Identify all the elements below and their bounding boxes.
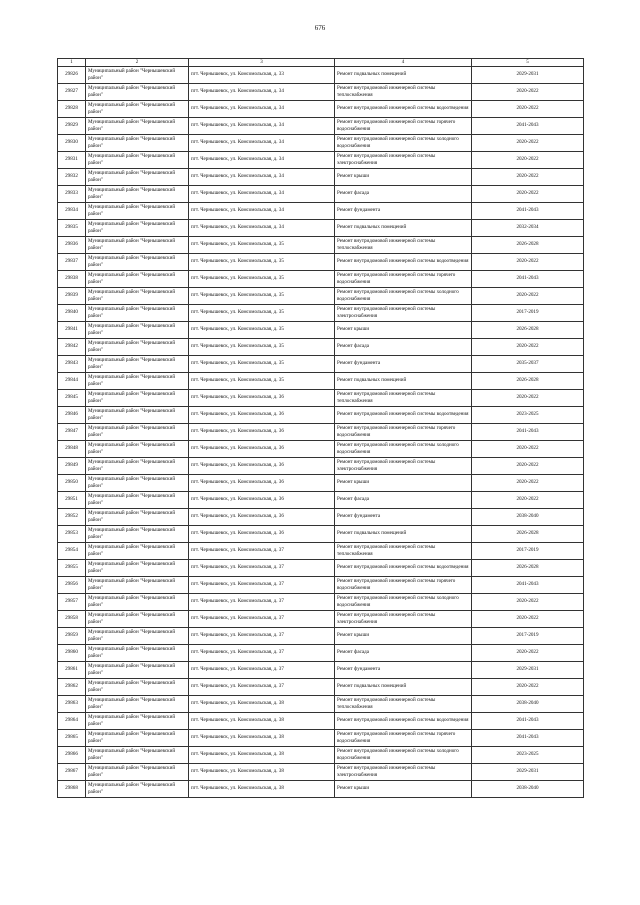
address-cell: пгт. Чернышевск, ул. Комсомольская, д. 35	[189, 305, 335, 322]
period-cell: 2020-2022	[472, 84, 584, 101]
period-cell: 2041-2043	[472, 577, 584, 594]
district-cell: Муниципальный район "Чернышевский район"	[86, 118, 189, 135]
period-cell: 2017-2019	[472, 543, 584, 560]
district-cell: Муниципальный район "Чернышевский район"	[86, 152, 189, 169]
column-header-district: 2	[86, 59, 189, 67]
work-type-cell: Ремонт внутридомовой инженерной системы электроснабжения	[335, 152, 472, 169]
table-row	[58, 475, 584, 492]
district-cell: Муниципальный район "Чернышевский район"	[86, 577, 189, 594]
table-row	[58, 730, 584, 747]
table-row	[58, 339, 584, 356]
row-number-cell: 29834	[58, 203, 86, 220]
district-cell: Муниципальный район "Чернышевский район"	[86, 356, 189, 373]
address-cell: пгт. Чернышевск, ул. Комсомольская, д. 34	[189, 101, 335, 118]
district-cell: Муниципальный район "Чернышевский район"	[86, 441, 189, 458]
period-cell: 2038-2040	[472, 696, 584, 713]
work-type-cell: Ремонт внутридомовой инженерной системы электроснабжения	[335, 458, 472, 475]
address-cell: пгт. Чернышевск, ул. Комсомольская, д. 36	[189, 424, 335, 441]
row-number-cell: 29854	[58, 543, 86, 560]
period-cell: 2020-2022	[472, 169, 584, 186]
period-cell: 2041-2043	[472, 203, 584, 220]
period-cell: 2020-2022	[472, 611, 584, 628]
period-cell: 2020-2022	[472, 339, 584, 356]
table-row	[58, 526, 584, 543]
address-cell: пгт. Чернышевск, ул. Комсомольская, д. 36	[189, 458, 335, 475]
column-header-period: 5	[472, 59, 584, 67]
address-cell: пгт. Чернышевск, ул. Комсомольская, д. 35	[189, 356, 335, 373]
district-cell: Муниципальный район "Чернышевский район"	[86, 237, 189, 254]
row-number-cell: 29833	[58, 186, 86, 203]
work-type-cell: Ремонт внутридомовой инженерной системы холодного водоснабжения	[335, 441, 472, 458]
period-cell: 2026-2028	[472, 237, 584, 254]
period-cell: 2041-2043	[472, 713, 584, 730]
district-cell: Муниципальный район "Чернышевский район"	[86, 169, 189, 186]
address-cell: пгт. Чернышевск, ул. Комсомольская, д. 37	[189, 628, 335, 645]
address-cell: пгт. Чернышевск, ул. Комсомольская, д. 36	[189, 441, 335, 458]
page-number: 676	[314, 24, 326, 32]
address-cell: пгт. Чернышевск, ул. Комсомольская, д. 36	[189, 475, 335, 492]
period-cell: 2032-2034	[472, 220, 584, 237]
district-cell: Муниципальный район "Чернышевский район"	[86, 611, 189, 628]
period-cell: 2038-2040	[472, 781, 584, 798]
address-cell: пгт. Чернышевск, ул. Комсомольская, д. 38	[189, 747, 335, 764]
column-header-number: 1	[58, 59, 86, 67]
address-cell: пгт. Чернышевск, ул. Комсомольская, д. 34	[189, 220, 335, 237]
period-cell: 2020-2022	[472, 254, 584, 271]
period-cell: 2020-2022	[472, 594, 584, 611]
table-row	[58, 203, 584, 220]
address-cell: пгт. Чернышевск, ул. Комсомольская, д. 35	[189, 288, 335, 305]
work-type-cell: Ремонт фасада	[335, 645, 472, 662]
row-number-cell: 29831	[58, 152, 86, 169]
period-cell: 2017-2019	[472, 305, 584, 322]
address-cell: пгт. Чернышевск, ул. Комсомольская, д. 37	[189, 543, 335, 560]
period-cell: 2020-2022	[472, 679, 584, 696]
work-type-cell: Ремонт внутридомовой инженерной системы теплоснабжения	[335, 696, 472, 713]
row-number-cell: 29867	[58, 764, 86, 781]
work-type-cell: Ремонт фасада	[335, 186, 472, 203]
table-row	[58, 237, 584, 254]
work-type-cell: Ремонт фундамента	[335, 203, 472, 220]
row-number-cell: 29855	[58, 560, 86, 577]
row-number-cell: 29861	[58, 662, 86, 679]
row-number-cell: 29841	[58, 322, 86, 339]
district-cell: Муниципальный район "Чернышевский район"	[86, 135, 189, 152]
table-row	[58, 101, 584, 118]
row-number-cell: 29849	[58, 458, 86, 475]
address-cell: пгт. Чернышевск, ул. Комсомольская, д. 37	[189, 577, 335, 594]
row-number-cell: 29842	[58, 339, 86, 356]
period-cell: 2023-2025	[472, 747, 584, 764]
work-type-cell: Ремонт внутридомовой инженерной системы водоотведения	[335, 713, 472, 730]
address-cell: пгт. Чернышевск, ул. Комсомольская, д. 36	[189, 509, 335, 526]
period-cell: 2020-2022	[472, 475, 584, 492]
table-row	[58, 781, 584, 798]
table-row	[58, 220, 584, 237]
period-cell: 2041-2043	[472, 424, 584, 441]
district-cell: Муниципальный район "Чернышевский район"	[86, 373, 189, 390]
work-type-cell: Ремонт крыши	[335, 169, 472, 186]
district-cell: Муниципальный район "Чернышевский район"	[86, 679, 189, 696]
table-row	[58, 662, 584, 679]
row-number-cell: 29845	[58, 390, 86, 407]
row-number-cell: 29863	[58, 696, 86, 713]
row-number-cell: 29850	[58, 475, 86, 492]
district-cell: Муниципальный район "Чернышевский район"	[86, 747, 189, 764]
header-row	[58, 59, 584, 67]
table-row	[58, 84, 584, 101]
work-type-cell: Ремонт внутридомовой инженерной системы электроснабжения	[335, 305, 472, 322]
table-row	[58, 679, 584, 696]
period-cell: 2029-2031	[472, 67, 584, 84]
address-cell: пгт. Чернышевск, ул. Комсомольская, д. 35	[189, 237, 335, 254]
table-row	[58, 424, 584, 441]
period-cell: 2026-2028	[472, 560, 584, 577]
district-cell: Муниципальный район "Чернышевский район"	[86, 475, 189, 492]
district-cell: Муниципальный район "Чернышевский район"	[86, 526, 189, 543]
row-number-cell: 29829	[58, 118, 86, 135]
row-number-cell: 29846	[58, 407, 86, 424]
row-number-cell: 29851	[58, 492, 86, 509]
row-number-cell: 29838	[58, 271, 86, 288]
district-cell: Муниципальный район "Чернышевский район"	[86, 390, 189, 407]
row-number-cell: 29827	[58, 84, 86, 101]
table-row	[58, 560, 584, 577]
address-cell: пгт. Чернышевск, ул. Комсомольская, д. 35	[189, 373, 335, 390]
row-number-cell: 29852	[58, 509, 86, 526]
period-cell: 2029-2031	[472, 662, 584, 679]
table-row	[58, 271, 584, 288]
table-row	[58, 645, 584, 662]
table-row	[58, 373, 584, 390]
work-type-cell: Ремонт внутридомовой инженерной системы горячего водоснабжения	[335, 118, 472, 135]
address-cell: пгт. Чернышевск, ул. Комсомольская, д. 38	[189, 730, 335, 747]
table-row	[58, 322, 584, 339]
district-cell: Муниципальный район "Чернышевский район"	[86, 509, 189, 526]
work-type-cell: Ремонт фасада	[335, 339, 472, 356]
period-cell: 2020-2022	[472, 390, 584, 407]
row-number-cell: 29864	[58, 713, 86, 730]
table-body	[58, 67, 584, 798]
period-cell: 2020-2022	[472, 152, 584, 169]
work-type-cell: Ремонт внутридомовой инженерной системы теплоснабжения	[335, 84, 472, 101]
row-number-cell: 29859	[58, 628, 86, 645]
table-row	[58, 135, 584, 152]
period-cell: 2029-2031	[472, 764, 584, 781]
address-cell: пгт. Чернышевск, ул. Комсомольская, д. 34	[189, 203, 335, 220]
work-type-cell: Ремонт фасада	[335, 492, 472, 509]
table-row	[58, 747, 584, 764]
table-row	[58, 407, 584, 424]
row-number-cell: 29860	[58, 645, 86, 662]
table-row	[58, 458, 584, 475]
work-type-cell: Ремонт внутридомовой инженерной системы горячего водоснабжения	[335, 577, 472, 594]
table-row	[58, 390, 584, 407]
district-cell: Муниципальный район "Чернышевский район"	[86, 764, 189, 781]
period-cell: 2020-2022	[472, 288, 584, 305]
work-type-cell: Ремонт крыши	[335, 628, 472, 645]
work-type-cell: Ремонт подвальных помещений	[335, 526, 472, 543]
district-cell: Муниципальный район "Чернышевский район"	[86, 645, 189, 662]
period-cell: 2020-2022	[472, 186, 584, 203]
address-cell: пгт. Чернышевск, ул. Комсомольская, д. 34	[189, 118, 335, 135]
address-cell: пгт. Чернышевск, ул. Комсомольская, д. 38	[189, 713, 335, 730]
address-cell: пгт. Чернышевск, ул. Комсомольская, д. 35	[189, 339, 335, 356]
table-row	[58, 543, 584, 560]
address-cell: пгт. Чернышевск, ул. Комсомольская, д. 35	[189, 254, 335, 271]
address-cell: пгт. Чернышевск, ул. Комсомольская, д. 36	[189, 407, 335, 424]
district-cell: Муниципальный район "Чернышевский район"	[86, 67, 189, 84]
work-type-cell: Ремонт крыши	[335, 475, 472, 492]
work-type-cell: Ремонт внутридомовой инженерной системы водоотведения	[335, 560, 472, 577]
table-row	[58, 577, 584, 594]
table-row	[58, 305, 584, 322]
address-cell: пгт. Чернышевск, ул. Комсомольская, д. 34	[189, 169, 335, 186]
period-cell: 2026-2028	[472, 526, 584, 543]
district-cell: Муниципальный район "Чернышевский район"	[86, 84, 189, 101]
table-row	[58, 67, 584, 84]
address-cell: пгт. Чернышевск, ул. Комсомольская, д. 38	[189, 781, 335, 798]
work-type-cell: Ремонт внутридомовой инженерной системы водоотведения	[335, 101, 472, 118]
district-cell: Муниципальный район "Чернышевский район"	[86, 458, 189, 475]
period-cell: 2020-2022	[472, 101, 584, 118]
work-type-cell: Ремонт фундамента	[335, 662, 472, 679]
row-number-cell: 29828	[58, 101, 86, 118]
period-cell: 2020-2022	[472, 441, 584, 458]
address-cell: пгт. Чернышевск, ул. Комсомольская, д. 34	[189, 186, 335, 203]
row-number-cell: 29848	[58, 441, 86, 458]
district-cell: Муниципальный район "Чернышевский район"	[86, 543, 189, 560]
table-row	[58, 118, 584, 135]
address-cell: пгт. Чернышевск, ул. Комсомольская, д. 36	[189, 526, 335, 543]
work-type-cell: Ремонт внутридомовой инженерной системы теплоснабжения	[335, 543, 472, 560]
work-type-cell: Ремонт внутридомовой инженерной системы электроснабжения	[335, 764, 472, 781]
district-cell: Муниципальный район "Чернышевский район"	[86, 186, 189, 203]
period-cell: 2041-2043	[472, 118, 584, 135]
period-cell: 2041-2043	[472, 730, 584, 747]
address-cell: пгт. Чернышевск, ул. Комсомольская, д. 35	[189, 322, 335, 339]
work-type-cell: Ремонт внутридомовой инженерной системы горячего водоснабжения	[335, 424, 472, 441]
row-number-cell: 29857	[58, 594, 86, 611]
work-type-cell: Ремонт внутридомовой инженерной системы горячего водоснабжения	[335, 730, 472, 747]
district-cell: Муниципальный район "Чернышевский район"	[86, 271, 189, 288]
period-cell: 2026-2028	[472, 322, 584, 339]
district-cell: Муниципальный район "Чернышевский район"	[86, 305, 189, 322]
row-number-cell: 29830	[58, 135, 86, 152]
work-type-cell: Ремонт крыши	[335, 322, 472, 339]
period-cell: 2020-2022	[472, 492, 584, 509]
work-type-cell: Ремонт внутридомовой инженерной системы горячего водоснабжения	[335, 271, 472, 288]
work-type-cell: Ремонт внутридомовой инженерной системы теплоснабжения	[335, 390, 472, 407]
address-cell: пгт. Чернышевск, ул. Комсомольская, д. 37	[189, 594, 335, 611]
work-type-cell: Ремонт подвальных помещений	[335, 373, 472, 390]
work-type-cell: Ремонт внутридомовой инженерной системы электроснабжения	[335, 611, 472, 628]
address-cell: пгт. Чернышевск, ул. Комсомольская, д. 37	[189, 560, 335, 577]
work-type-cell: Ремонт внутридомовой инженерной системы водоотведения	[335, 407, 472, 424]
district-cell: Муниципальный район "Чернышевский район"	[86, 220, 189, 237]
works-register-table	[57, 58, 584, 798]
work-type-cell: Ремонт фундамента	[335, 509, 472, 526]
work-type-cell: Ремонт крыши	[335, 781, 472, 798]
row-number-cell: 29835	[58, 220, 86, 237]
work-type-cell: Ремонт внутридомовой инженерной системы теплоснабжения	[335, 237, 472, 254]
work-type-cell: Ремонт внутридомовой инженерной системы холодного водоснабжения	[335, 288, 472, 305]
row-number-cell: 29856	[58, 577, 86, 594]
row-number-cell: 29868	[58, 781, 86, 798]
table-row	[58, 696, 584, 713]
period-cell: 2017-2019	[472, 628, 584, 645]
work-type-cell: Ремонт фундамента	[335, 356, 472, 373]
district-cell: Муниципальный район "Чернышевский район"	[86, 339, 189, 356]
district-cell: Муниципальный район "Чернышевский район"	[86, 288, 189, 305]
column-header-address: 3	[189, 59, 335, 67]
table-row	[58, 288, 584, 305]
district-cell: Муниципальный район "Чернышевский район"	[86, 713, 189, 730]
district-cell: Муниципальный район "Чернышевский район"	[86, 696, 189, 713]
table-row	[58, 764, 584, 781]
work-type-cell: Ремонт внутридомовой инженерной системы водоотведения	[335, 254, 472, 271]
table-row	[58, 713, 584, 730]
row-number-cell: 29836	[58, 237, 86, 254]
table-row	[58, 611, 584, 628]
row-number-cell: 29862	[58, 679, 86, 696]
table-row	[58, 441, 584, 458]
row-number-cell: 29858	[58, 611, 86, 628]
district-cell: Муниципальный район "Чернышевский район"	[86, 662, 189, 679]
table-row	[58, 356, 584, 373]
row-number-cell: 29865	[58, 730, 86, 747]
address-cell: пгт. Чернышевск, ул. Комсомольская, д. 36	[189, 492, 335, 509]
column-header-work-type: 4	[335, 59, 472, 67]
district-cell: Муниципальный район "Чернышевский район"	[86, 254, 189, 271]
address-cell: пгт. Чернышевск, ул. Комсомольская, д. 33	[189, 67, 335, 84]
district-cell: Муниципальный район "Чернышевский район"	[86, 628, 189, 645]
work-type-cell: Ремонт внутридомовой инженерной системы холодного водоснабжения	[335, 135, 472, 152]
work-type-cell: Ремонт внутридомовой инженерной системы холодного водоснабжения	[335, 747, 472, 764]
work-type-cell: Ремонт подвальных помещений	[335, 67, 472, 84]
table-row	[58, 594, 584, 611]
period-cell: 2041-2043	[472, 271, 584, 288]
period-cell: 2038-2040	[472, 509, 584, 526]
address-cell: пгт. Чернышевск, ул. Комсомольская, д. 35	[189, 271, 335, 288]
work-type-cell: Ремонт подвальных помещений	[335, 679, 472, 696]
period-cell: 2023-2025	[472, 407, 584, 424]
row-number-cell: 29826	[58, 67, 86, 84]
period-cell: 2035-2037	[472, 356, 584, 373]
table-row	[58, 509, 584, 526]
district-cell: Муниципальный район "Чернышевский район"	[86, 322, 189, 339]
district-cell: Муниципальный район "Чернышевский район"	[86, 101, 189, 118]
address-cell: пгт. Чернышевск, ул. Комсомольская, д. 37	[189, 662, 335, 679]
row-number-cell: 29839	[58, 288, 86, 305]
row-number-cell: 29847	[58, 424, 86, 441]
district-cell: Муниципальный район "Чернышевский район"	[86, 730, 189, 747]
district-cell: Муниципальный район "Чернышевский район"	[86, 594, 189, 611]
row-number-cell: 29853	[58, 526, 86, 543]
district-cell: Муниципальный район "Чернышевский район"	[86, 424, 189, 441]
district-cell: Муниципальный район "Чернышевский район"	[86, 560, 189, 577]
address-cell: пгт. Чернышевск, ул. Комсомольская, д. 38	[189, 764, 335, 781]
table-row	[58, 186, 584, 203]
table-row	[58, 628, 584, 645]
address-cell: пгт. Чернышевск, ул. Комсомольская, д. 37	[189, 679, 335, 696]
table-row	[58, 492, 584, 509]
period-cell: 2026-2028	[472, 373, 584, 390]
address-cell: пгт. Чернышевск, ул. Комсомольская, д. 34	[189, 135, 335, 152]
address-cell: пгт. Чернышевск, ул. Комсомольская, д. 37	[189, 645, 335, 662]
row-number-cell: 29832	[58, 169, 86, 186]
address-cell: пгт. Чернышевск, ул. Комсомольская, д. 34	[189, 84, 335, 101]
period-cell: 2020-2022	[472, 458, 584, 475]
table-row	[58, 152, 584, 169]
row-number-cell: 29843	[58, 356, 86, 373]
table-header	[58, 59, 584, 67]
work-type-cell: Ремонт подвальных помещений	[335, 220, 472, 237]
district-cell: Муниципальный район "Чернышевский район"	[86, 407, 189, 424]
address-cell: пгт. Чернышевск, ул. Комсомольская, д. 34	[189, 152, 335, 169]
district-cell: Муниципальный район "Чернышевский район"	[86, 203, 189, 220]
district-cell: Муниципальный район "Чернышевский район"	[86, 781, 189, 798]
address-cell: пгт. Чернышевск, ул. Комсомольская, д. 38	[189, 696, 335, 713]
period-cell: 2020-2022	[472, 135, 584, 152]
row-number-cell: 29840	[58, 305, 86, 322]
row-number-cell: 29866	[58, 747, 86, 764]
table-row	[58, 254, 584, 271]
row-number-cell: 29837	[58, 254, 86, 271]
period-cell: 2020-2022	[472, 645, 584, 662]
table-row	[58, 169, 584, 186]
address-cell: пгт. Чернышевск, ул. Комсомольская, д. 37	[189, 611, 335, 628]
district-cell: Муниципальный район "Чернышевский район"	[86, 492, 189, 509]
row-number-cell: 29844	[58, 373, 86, 390]
address-cell: пгт. Чернышевск, ул. Комсомольская, д. 36	[189, 390, 335, 407]
work-type-cell: Ремонт внутридомовой инженерной системы холодного водоснабжения	[335, 594, 472, 611]
